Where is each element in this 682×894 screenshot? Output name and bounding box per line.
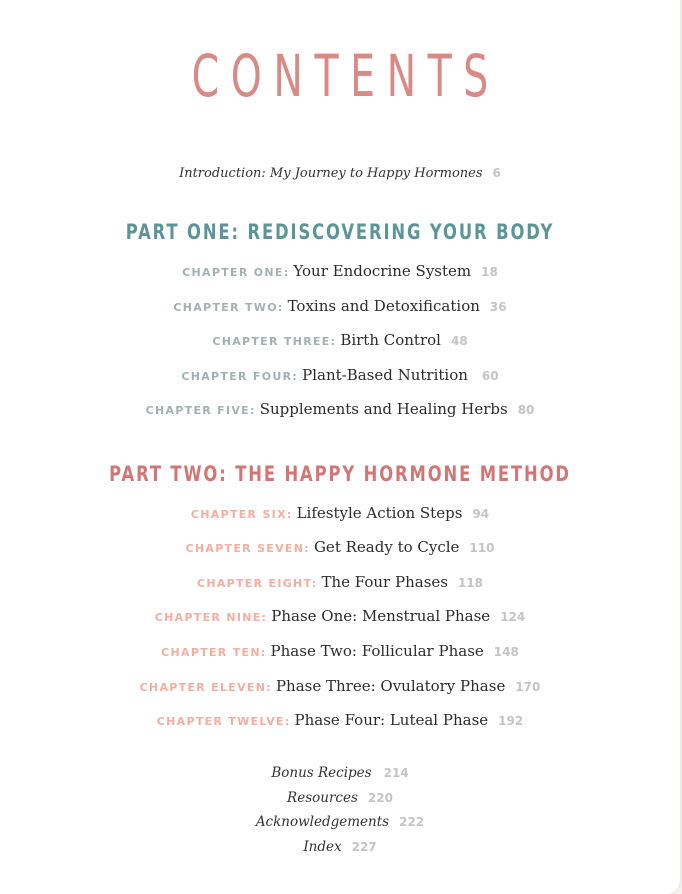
toc-entry-acknowledgements[interactable] [0,811,680,833]
page-number: 110 [469,541,495,555]
chapter-title: Supplements and Healing Herbs [259,400,508,418]
chapter-label: CHAPTER TWO: [173,301,284,314]
toc-entry-chapter-two[interactable] [0,295,680,317]
page-number: 80 [517,403,535,417]
toc-entry-chapter-five[interactable] [0,398,680,420]
chapter-title: The Four Phases [321,573,448,591]
chapter-label: CHAPTER EIGHT: [196,577,318,590]
toc-entry-chapter-four[interactable] [0,364,680,386]
entry-title: Acknowledgements [255,814,390,830]
toc-entry-chapter-six[interactable] [0,502,680,524]
page-number: 222 [399,815,425,829]
toc-entry-chapter-eight[interactable] [0,571,680,593]
page-number: 36 [489,300,507,314]
chapter-title: Birth Control [340,331,441,349]
toc-entry-chapter-seven[interactable] [0,536,680,558]
chapter-label: CHAPTER FIVE: [145,404,256,417]
chapter-label: CHAPTER ELEVEN: [139,681,272,694]
chapter-title: Phase Four: Luteal Phase [294,711,489,729]
page-number: 124 [500,610,526,624]
chapter-label: CHAPTER SEVEN: [185,542,310,555]
entry-title: Resources [287,790,358,806]
chapter-title: Phase One: Menstrual Phase [271,607,491,625]
chapter-label: CHAPTER NINE: [154,611,268,624]
page-number: 118 [457,576,484,590]
toc-entry-chapter-twelve[interactable] [0,709,680,731]
toc-entry-introduction[interactable] [0,164,680,182]
toc-entry-chapter-ten[interactable] [0,640,680,662]
page-number: 220 [367,791,393,805]
toc-entry-chapter-three[interactable] [0,329,680,351]
entry-title: Introduction: My Journey to Happy Hormones [179,166,483,181]
chapter-label: CHAPTER TWELVE: [156,715,291,728]
entry-title: Index [303,839,342,855]
page-number: 214 [383,766,409,780]
chapter-title: Phase Three: Ovulatory Phase [275,677,506,695]
chapter-title: Phase Two: Follicular Phase [270,642,484,660]
chapter-title: Get Ready to Cycle [313,538,460,556]
chapter-title: Toxins and Detoxification [287,297,480,315]
chapter-label: CHAPTER ONE: [182,266,290,279]
toc-entry-chapter-one[interactable] [0,260,680,282]
toc-entry-resources[interactable] [0,787,680,809]
page-number: 192 [498,714,524,728]
page-number: 48 [450,334,468,348]
chapter-title: Plant-Based Nutrition [302,366,468,384]
toc-entry-chapter-eleven[interactable] [0,675,680,697]
page-number: 94 [472,507,490,521]
page-number: 60 [481,369,499,383]
toc-entry-bonus-recipes[interactable] [0,762,680,784]
page-number: 6 [492,166,501,180]
page-number: 18 [481,265,498,279]
chapter-label: CHAPTER TEN: [161,646,267,659]
chapter-label: CHAPTER SIX: [190,508,293,521]
page-title: CONTENTS [191,42,500,110]
entry-title: Bonus Recipes [271,765,372,781]
toc-entry-chapter-nine[interactable] [0,605,680,627]
page-number: 170 [515,680,541,694]
page-number: 227 [351,840,377,854]
toc-entry-index[interactable] [0,836,680,858]
chapter-title: Your Endocrine System [293,262,472,280]
chapter-label: CHAPTER FOUR: [181,370,299,383]
part-two-heading: PART TWO: THE HAPPY HORMONE METHOD [109,462,571,486]
chapter-title: Lifestyle Action Steps [296,504,463,522]
chapter-label: CHAPTER THREE: [212,335,337,348]
part-one-heading: PART ONE: REDISCOVERING YOUR BODY [125,220,555,244]
page-number: 148 [493,645,519,659]
